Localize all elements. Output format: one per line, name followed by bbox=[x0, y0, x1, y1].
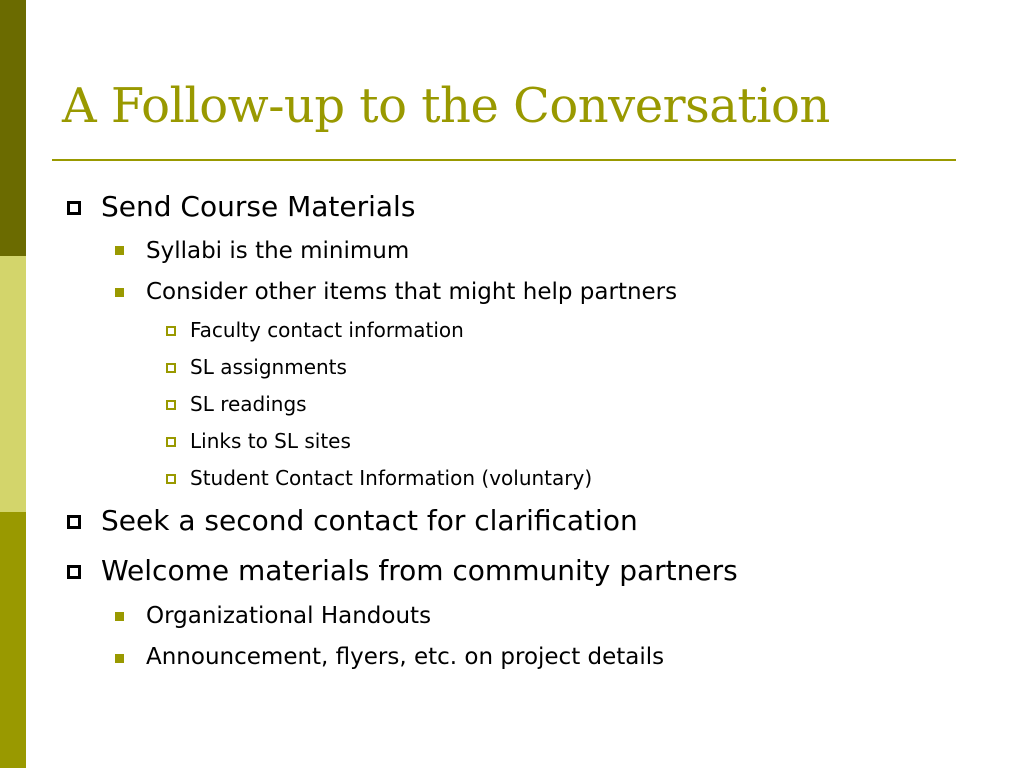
hollow-square-bullet-icon bbox=[166, 474, 176, 484]
filled-square-bullet-icon bbox=[115, 654, 124, 663]
filled-square-bullet-icon bbox=[115, 288, 124, 297]
sub-sub-bullet-links-to-sl-sites: Links to SL sites bbox=[190, 429, 351, 453]
hollow-square-bullet-icon bbox=[166, 437, 176, 447]
sub-bullet-syllabi: Syllabi is the minimum bbox=[146, 238, 410, 264]
hollow-square-bullet-icon bbox=[166, 363, 176, 373]
square-bullet-icon bbox=[67, 201, 81, 215]
square-bullet-icon bbox=[67, 515, 81, 529]
sub-bullet-announcement-flyers: Announcement, flyers, etc. on project details bbox=[146, 644, 665, 670]
hollow-square-bullet-icon bbox=[166, 400, 176, 410]
bullet-welcome-materials: Welcome materials from community partners bbox=[101, 554, 738, 587]
sub-sub-bullet-faculty-contact: Faculty contact information bbox=[190, 318, 464, 342]
sub-bullet-organizational-handouts: Organizational Handouts bbox=[146, 603, 432, 629]
slide-title: A Follow-up to the Conversation bbox=[62, 78, 830, 134]
bullet-seek-second-contact: Seek a second contact for clarification bbox=[101, 504, 638, 537]
sub-sub-bullet-student-contact: Student Contact Information (voluntary) bbox=[190, 466, 593, 490]
filled-square-bullet-icon bbox=[115, 612, 124, 621]
sub-bullet-consider-other-items: Consider other items that might help partners bbox=[146, 279, 678, 305]
square-bullet-icon bbox=[67, 565, 81, 579]
filled-square-bullet-icon bbox=[115, 246, 124, 255]
bullet-send-course-materials: Send Course Materials bbox=[101, 190, 416, 223]
hollow-square-bullet-icon bbox=[166, 326, 176, 336]
sub-sub-bullet-sl-assignments: SL assignments bbox=[190, 355, 347, 379]
sub-sub-bullet-sl-readings: SL readings bbox=[190, 392, 307, 416]
